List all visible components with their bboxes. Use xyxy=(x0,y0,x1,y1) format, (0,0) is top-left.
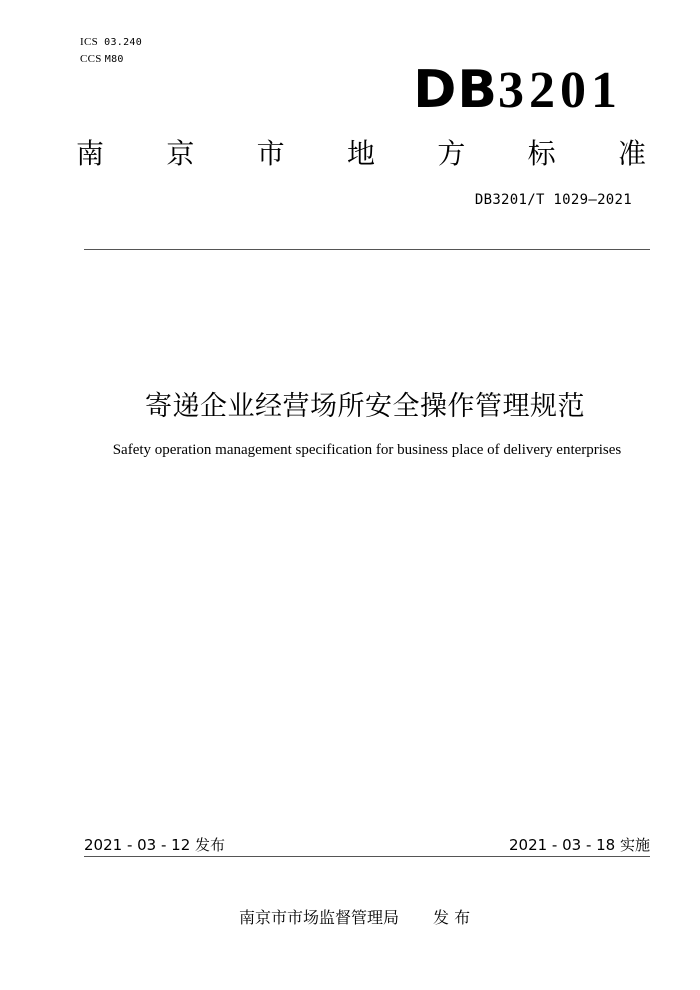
db-logo xyxy=(413,60,622,120)
standard-type-char: 准 xyxy=(617,137,646,170)
document-title-zh: 寄递企业经营场所安全操作管理规范 xyxy=(145,391,585,422)
ics-code xyxy=(80,35,142,50)
standard-type-char: 地 xyxy=(346,137,375,170)
issuer xyxy=(239,905,470,928)
header-divider xyxy=(84,249,650,250)
issuer-name: 南京市市场监督管理局 xyxy=(239,908,400,927)
document-title-en: Safety operation management specification for business place of delivery enterprises xyxy=(112,442,622,458)
ccs-code xyxy=(80,52,124,67)
standard-type-char: 市 xyxy=(256,137,285,170)
standard-type-char: 标 xyxy=(527,137,556,170)
ics-value: 03.240 xyxy=(104,37,143,48)
ccs-value: M80 xyxy=(104,54,124,65)
ics-label: ICS xyxy=(80,36,99,48)
ccs-label: CCS xyxy=(80,53,102,65)
standard-type xyxy=(76,137,646,171)
db-number: 3201 xyxy=(498,62,622,119)
db-prefix: DB xyxy=(413,60,498,120)
footer-divider xyxy=(84,856,650,857)
release-date: 2021 - 03 - 12 发布 xyxy=(84,836,226,854)
standard-type-char: 方 xyxy=(437,137,466,170)
implementation-date: 2021 - 03 - 18 实施 xyxy=(508,836,650,854)
standard-type-char: 京 xyxy=(166,137,195,170)
standard-number: DB3201/T 1029—2021 xyxy=(474,192,632,208)
standard-type-char: 南 xyxy=(76,137,105,170)
issuer-action: 发 布 xyxy=(433,908,471,927)
